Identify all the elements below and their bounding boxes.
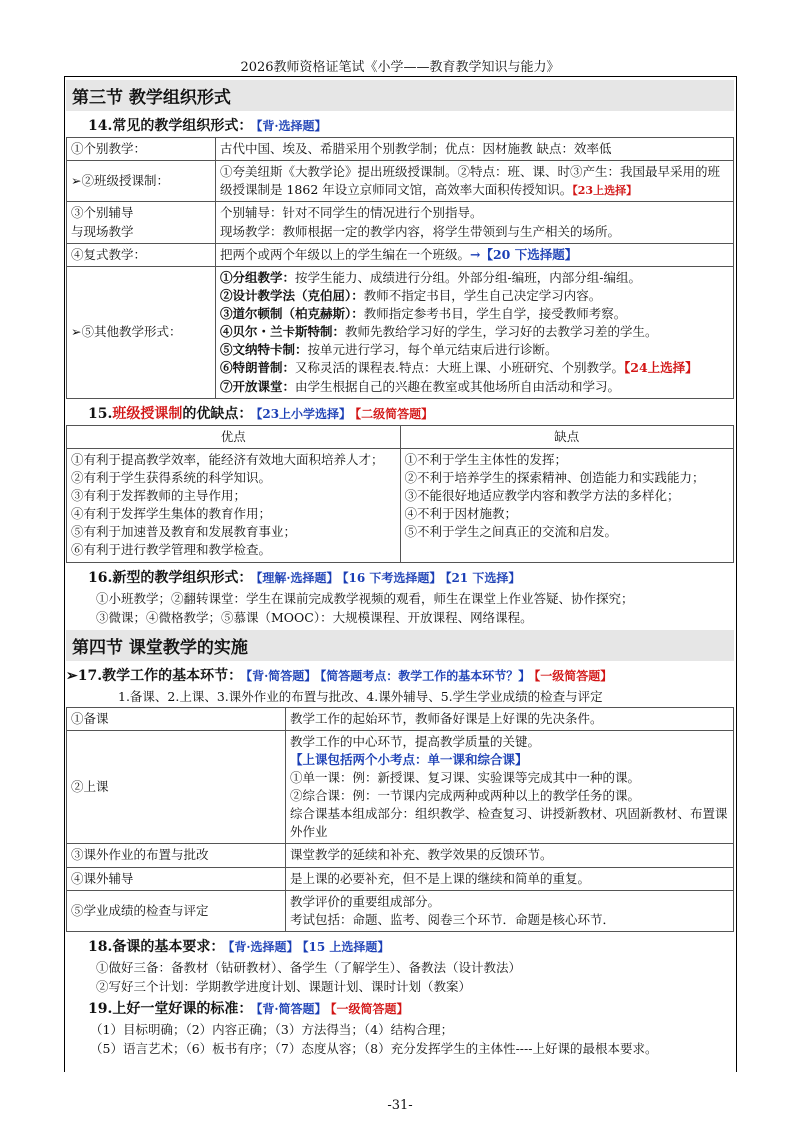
list-item: ①有利于提高教学效率，能经济有效地大面积培养人才；: [71, 451, 384, 467]
list-item: ⑥有利于进行教学管理和教学检查。: [71, 542, 272, 558]
q19-title: 19.上好一堂好课的标准： 【背·简答题】 【一级简答题】: [88, 1000, 409, 1017]
right-margin-rule: [736, 76, 737, 1072]
list-item: ①分组教学：按学生能力、成绩进行分组。外部分组-编班，内部分组-编组。: [220, 269, 641, 285]
q15-tag1: 【23上小学选择】: [256, 406, 352, 421]
q15-title: 15.班级授课制的优缺点： 【23上小学选择】 【二级简答题】: [88, 405, 434, 422]
table-header-row: [67, 425, 734, 448]
list-item: ⑤有利于加速普及教育和发展教育事业；: [71, 524, 297, 540]
q18-line1: ①做好三备：备教材（钻研教材）、备学生（了解学生）、备教法（设计教法）: [96, 959, 522, 975]
page-content: [66, 80, 734, 1058]
list-item: ④有利于发挥学生集体的教育作用；: [71, 506, 272, 522]
q16-tag2: 【16 下考选择题】: [342, 570, 442, 585]
section4-title: 第四节 课堂教学的实施: [66, 630, 734, 661]
table-row: [67, 730, 734, 844]
pros-cell: [67, 448, 401, 562]
q19-line1: （1）目标明确；（2）内容正确；（3）方法得当；（4）结构合理；: [90, 1021, 454, 1037]
q17-table: [66, 707, 734, 932]
table-row: [67, 266, 734, 398]
q19-line2: （5）语言艺术；（6）板书有序；（7）态度从容；（8）充分发挥学生的主体性----上好课的最根本要求。: [90, 1040, 658, 1056]
row-text: [216, 266, 734, 398]
table-row: [67, 707, 734, 730]
list-item: ③不能很好地适应教学内容和教学方法的多样化；: [404, 488, 680, 503]
q18-title: 18.备课的基本要求： 【背·选择题】 【15 上选择题】: [88, 938, 390, 955]
row-label: ③个别辅导 与现场教学: [67, 202, 216, 243]
row-text: ①夸美纽斯《大教学论》提出班级授课制。②特点：班、课、时③产生：我国最早采用的班级授课制是 1862 年设立京师同文馆，高效率大面积传授知识。【23上选择】: [216, 161, 734, 202]
row-label: ①个别教学：: [67, 138, 216, 161]
row-tag: 【24上选择】: [624, 360, 698, 376]
list-item: ③道尔顿制（柏克赫斯）：教师指定参考书目，学生自学，接受教师考察。: [220, 306, 627, 321]
q16-line1: ①小班教学；②翻转课堂：学生在课前完成教学视频的观看，师生在课堂上作业答疑、协作探究；: [96, 590, 634, 606]
row-label: ③课外作业的布置与批改: [67, 844, 286, 867]
row-label: ⑤学业成绩的检查与评定: [67, 890, 286, 931]
row-text: 教学工作的起始环节，教师备好课是上好课的先决条件。: [286, 707, 734, 730]
row-text: 把两个或两个年级以上的学生编在一个班级。→【20 下选择题】: [216, 243, 734, 266]
list-item: ②设计教学法（克伯屈）：教师不指定书目，学生自己决定学习内容。: [220, 287, 602, 303]
row-tag: →【20 下选择题】: [470, 246, 578, 262]
q16-tag3: 【21 下选择】: [445, 570, 521, 585]
page-header: 2026教师资格证笔试《小学——教育教学知识与能力》: [240, 60, 560, 75]
q17-tag1: 【背·简答题】: [246, 668, 317, 683]
row-label: ②上课: [67, 730, 286, 844]
q18-tag1: 【背·选择题】: [228, 939, 299, 954]
header-rule: [64, 76, 736, 77]
pros-header: 优点: [67, 425, 401, 448]
q18-tag2: 【15 上选择题】: [302, 939, 390, 954]
list-item: ⑦开放课堂：由学生根据自己的兴趣在教室或其他场所自由活动和学习。: [220, 378, 621, 394]
list-item: ①不利于学生主体性的发挥；: [404, 451, 568, 467]
row-label: ④课外辅导: [67, 867, 286, 890]
q17-tag2: 【简答题考点：教学工作的基本环节？】: [320, 668, 531, 683]
list-item: ⑥特朗普制：又称灵活的课程表.特点：大班上课、小班研究、个别教学。【24上选择】: [220, 360, 698, 376]
cons-cell: [400, 448, 734, 562]
table-row: [67, 867, 734, 890]
row-text: 课堂教学的延续和补充、教学效果的反馈环节。: [286, 844, 734, 867]
q16-title: 16.新型的教学组织形式： 【理解·选择题】 【16 下考选择题】 【21 下选择】: [88, 569, 521, 586]
q17-tag3: 【一级简答题】: [534, 668, 613, 683]
table-row: [67, 890, 734, 931]
q19-tag2: 【一级简答题】: [330, 1001, 409, 1016]
list-item: ②不利于培养学生的探索精神、创造能力和实践能力；: [404, 469, 705, 485]
list-item: ⑤不利于学生之间真正的交流和启发。: [404, 524, 618, 540]
q14-tag: 【背·选择题】: [256, 119, 327, 133]
q14-table: [66, 137, 734, 399]
list-item: ⑤文纳特卡制：按单元进行学习，每个单元结束后进行诊断。: [220, 342, 558, 358]
table-row: [67, 844, 734, 867]
q15-tag2: 【二级简答题】: [355, 406, 434, 421]
section3-title: 第三节 教学组织形式: [66, 80, 734, 111]
row-text: 个别辅导：针对不同学生的情况进行个别指导。 现场教学：教师根据一定的教学内容，将学生带领到与生产相关的场所。: [216, 202, 734, 243]
row-text: 教学评价的重要组成部分。 考试包括：命题、监考、阅卷三个环节．命题是核心环节．: [286, 890, 734, 931]
row-text: 教学工作的中心环节，提高教学质量的关键。 【上课包括两个小考点：单一课和综合课】 ①单一课：例：新授课、复习课、实验课等完成其中一种的课。 ②综合课：例：一节课内完成两种或两种以上的教学任务的课。 综合课基本组成部分：组织教学、检查复习、讲授新教材、巩固新教材、布置课外作业: [286, 730, 734, 844]
row-tag: 【23上选择】: [572, 184, 638, 198]
q18-line2: ②写好三个计划：学期教学进度计划、课题计划、课时计划（教案）: [96, 978, 472, 994]
row-label: ➢⑤其他教学形式：: [67, 266, 216, 398]
table-row: [67, 243, 734, 266]
table-row: [67, 448, 734, 562]
row-label: ➢②班级授课制：: [67, 161, 216, 202]
table-row: [67, 161, 734, 202]
q17-summary: 1.备课、2.上课、3.课外作业的布置与批改、4.课外辅导、5.学生学业成绩的检查与评定: [118, 688, 603, 704]
list-item: ④贝尔・兰卡斯特制：教师先教给学习好的学生，学习好的去教学习差的学生。: [220, 324, 658, 340]
row-text: 古代中国、埃及、希腊采用个别教学制；优点：因材施教 缺点：效率低: [216, 138, 734, 161]
left-margin-rule: [64, 76, 65, 1072]
q19-tag1: 【背·简答题】: [256, 1001, 327, 1016]
cons-header: 缺点: [400, 425, 734, 448]
q16-line2: ③微课；④微格教学；⑤慕课（MOOC）：大规模课程、开放课程、网络课程。: [96, 609, 533, 625]
row-label: ①备课: [67, 707, 286, 730]
page-number: -31-: [387, 1098, 413, 1113]
list-item: ③有利于发挥教师的主导作用；: [71, 488, 247, 503]
table-row: [67, 202, 734, 243]
table-row: [67, 138, 734, 161]
q17-title: ➢17.教学工作的基本环节： 【背·简答题】 【简答题考点：教学工作的基本环节？】 【一级简答题】: [66, 667, 613, 684]
list-item: ②有利于学生获得系统的科学知识。: [71, 469, 272, 485]
row-label: ④复式教学：: [67, 243, 216, 266]
q16-tag1: 【理解·选择题】: [256, 570, 339, 585]
q14-title: 14.常见的教学组织形式： 【背·选择题】: [88, 118, 327, 134]
row-text: 是上课的必要补充，但不是上课的继续和简单的重复。: [286, 867, 734, 890]
list-item: ④不利于因材施教；: [404, 506, 518, 522]
q15-table: [66, 425, 734, 563]
